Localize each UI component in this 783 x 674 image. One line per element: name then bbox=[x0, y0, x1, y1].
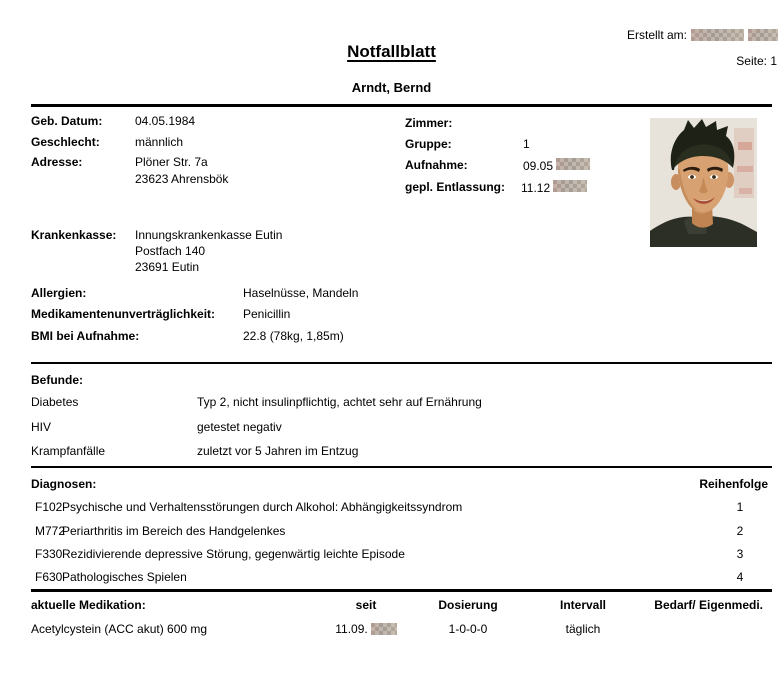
redacted-created-time bbox=[748, 29, 778, 41]
befund-value: Typ 2, nicht insulinpflichtig, achtet sehr auf Ernährung bbox=[197, 395, 482, 409]
diagnose-code: M772 bbox=[35, 524, 66, 538]
diagnose-order: 2 bbox=[736, 524, 744, 538]
aufnahme-visible: 09.05 bbox=[523, 159, 554, 173]
redacted-aufnahme-year bbox=[556, 158, 590, 170]
medikament-dosierung: 1-0-0-0 bbox=[448, 622, 488, 636]
medikation-col-seit: seit bbox=[355, 598, 377, 612]
entlassung-value bbox=[521, 180, 587, 195]
entlassung-label: gepl. Entlassung: bbox=[405, 180, 506, 194]
gruppe-value: 1 bbox=[523, 137, 530, 151]
allergien-value: Haselnüsse, Mandeln bbox=[243, 286, 359, 300]
geb-datum-label: Geb. Datum: bbox=[31, 114, 103, 128]
befund-label: Krampfanfälle bbox=[31, 444, 106, 458]
medikation-col-intervall: Intervall bbox=[559, 598, 607, 612]
befund-value: getestet negativ bbox=[197, 420, 282, 434]
befund-label: Diabetes bbox=[31, 395, 79, 409]
patient-name: Arndt, Bernd bbox=[351, 80, 432, 95]
header-divider bbox=[31, 104, 772, 107]
redacted-entlassung-year bbox=[553, 180, 587, 192]
krankenkasse-line1: Innungskrankenkasse Eutin bbox=[135, 228, 283, 242]
medikation-divider bbox=[31, 589, 772, 592]
diagnosen-heading: Diagnosen: bbox=[31, 477, 97, 491]
page-number: Seite: 1 bbox=[736, 54, 777, 68]
entlassung-visible: 11.12 bbox=[521, 181, 551, 195]
medikament-intervall: täglich bbox=[565, 622, 601, 636]
medikation-col-dosierung: Dosierung bbox=[438, 598, 498, 612]
medikament-seit-visible: 11.09. bbox=[335, 622, 368, 636]
patient-photo bbox=[650, 118, 757, 247]
befunde-heading: Befunde: bbox=[31, 373, 83, 387]
bmi-label: BMI bei Aufnahme: bbox=[31, 329, 140, 343]
redacted-created-date bbox=[691, 29, 744, 41]
allergien-label: Allergien: bbox=[31, 286, 87, 300]
befund-label: HIV bbox=[31, 420, 52, 434]
adresse-line2: 23623 Ahrensbök bbox=[135, 172, 229, 186]
adresse-line1: Plöner Str. 7a bbox=[135, 155, 208, 169]
medikament-seit bbox=[327, 622, 405, 636]
diagnose-code: F330 bbox=[35, 547, 63, 561]
medikation-heading: aktuelle Medikation: bbox=[31, 598, 146, 612]
adresse-label: Adresse: bbox=[31, 155, 83, 169]
gruppe-label: Gruppe: bbox=[405, 137, 452, 151]
reihenfolge-header: Reihenfolge bbox=[699, 477, 768, 491]
unvertraeglichkeit-label: Medikamentenunverträglichkeit: bbox=[31, 307, 216, 321]
diagnose-code: F102 bbox=[35, 500, 63, 514]
diagnose-order: 3 bbox=[736, 547, 744, 561]
patient-name-row bbox=[0, 80, 783, 95]
aufnahme-label: Aufnahme: bbox=[405, 158, 468, 172]
bmi-value: 22.8 (78kg, 1,85m) bbox=[243, 329, 344, 343]
medikation-col-bedarf: Bedarf/ Eigenmedi. bbox=[654, 598, 763, 612]
diagnose-code: F630 bbox=[35, 570, 63, 584]
aufnahme-value bbox=[523, 158, 590, 173]
befunde-divider bbox=[31, 362, 772, 364]
befund-value: zuletzt vor 5 Jahren im Entzug bbox=[197, 444, 359, 458]
diagnose-text: Psychische und Verhaltensstörungen durch Alkohol: Abhängigkeitssyndrom bbox=[62, 500, 463, 514]
diagnose-order: 1 bbox=[736, 500, 744, 514]
diagnosen-divider bbox=[31, 466, 772, 468]
krankenkasse-line2: Postfach 140 bbox=[135, 244, 206, 258]
created-at-label: Erstellt am: bbox=[626, 28, 687, 42]
zimmer-label: Zimmer: bbox=[405, 116, 453, 130]
redacted-medikament-jahr bbox=[371, 623, 397, 635]
page-title: Notfallblatt bbox=[347, 42, 436, 61]
diagnose-text: Periarthritis im Bereich des Handgelenkes bbox=[62, 524, 286, 538]
unvertraeglichkeit-value: Penicillin bbox=[243, 307, 291, 321]
diagnose-text: Rezidivierende depressive Störung, gegenwärtig leichte Episode bbox=[62, 547, 405, 561]
diagnose-order: 4 bbox=[736, 570, 744, 584]
geschlecht-value: männlich bbox=[135, 135, 184, 149]
medikament-name: Acetylcystein (ACC akut) 600 mg bbox=[31, 622, 208, 636]
krankenkasse-label: Krankenkasse: bbox=[31, 228, 117, 242]
krankenkasse-line3: 23691 Eutin bbox=[135, 260, 200, 274]
geb-datum-value: 04.05.1984 bbox=[135, 114, 196, 128]
title-row bbox=[0, 42, 783, 62]
diagnose-text: Pathologisches Spielen bbox=[62, 570, 187, 584]
created-at-row bbox=[627, 28, 778, 42]
geschlecht-label: Geschlecht: bbox=[31, 135, 100, 149]
